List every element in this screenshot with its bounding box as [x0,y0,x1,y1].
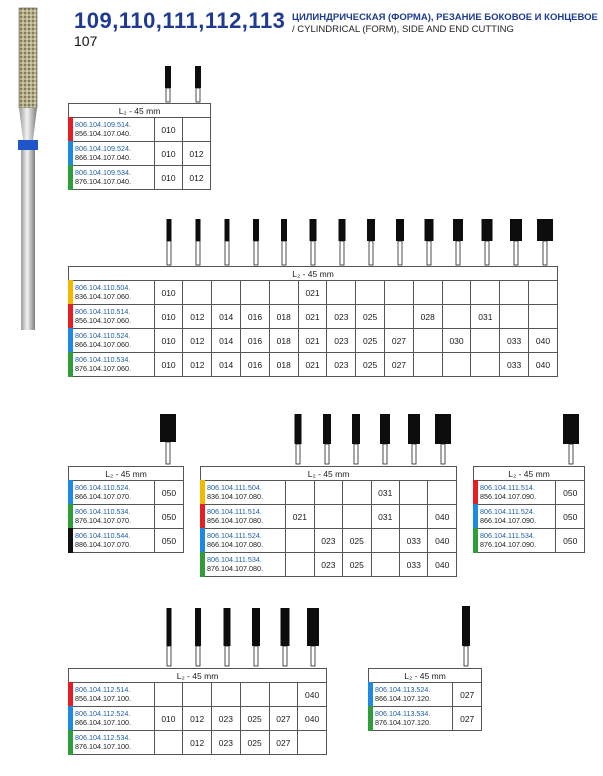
table-header-length: L₂ - 45 mm [201,467,457,481]
table-111 [200,466,457,577]
diameter-cell: 010 [154,305,183,329]
table-header-length: L₂ - 45 mm [69,267,558,281]
table-112 [68,668,327,755]
bur-icon [453,219,463,265]
diameter-cell: 030 [442,329,471,353]
bur-icon [252,608,260,666]
diameter-cell [183,683,212,707]
diameter-cell: 023 [327,305,356,329]
catalog-code-primary: 806.104.110.524. [75,331,131,341]
catalog-code-cell [69,707,155,731]
catalog-code-primary: 806.104.110.534. [75,507,131,517]
diameter-cell [500,281,529,305]
catalog-code-primary: 806.104.110.504. [75,283,131,293]
diameter-cell [154,683,183,707]
diameter-cell: 025 [343,529,371,553]
grit-color-bar [68,504,73,529]
catalog-code-secondary: 866.104.107.080. [207,539,263,549]
catalog-code-cell [69,731,155,755]
diameter-cell [154,731,183,755]
bur-icon [323,414,331,464]
diameter-cell: 012 [183,353,212,377]
bur-icon [380,414,390,464]
bur-icon [195,608,201,666]
catalog-code-secondary: 876.104.107.060. [75,363,131,373]
diameter-cell: 050 [556,505,585,529]
table-row [69,529,184,553]
diameter-cell [371,529,399,553]
table-row [69,353,558,377]
diameter-cell [356,281,385,305]
table-header-length: L₂ - 45 mm [369,669,482,683]
diameter-cell: 050 [556,481,585,505]
bur-icon [510,219,522,265]
diameter-cell [529,281,558,305]
bur-icon [165,66,171,102]
diameter-cell: 021 [298,353,327,377]
catalog-code-cell [201,553,286,577]
diameter-cell: 010 [155,166,183,190]
catalog-code-primary: 806.104.111.504. [207,483,262,493]
bur-icon [160,414,176,464]
grit-color-bar [200,504,205,529]
grit-color-bar [68,165,73,190]
diameter-cell: 023 [212,731,241,755]
grit-color-bar [473,480,478,505]
grit-color-bar [68,528,73,553]
catalog-code-primary: 806.104.110.514. [75,307,131,317]
diameter-cell: 010 [154,707,183,731]
diameter-cell: 021 [286,505,314,529]
diameter-cell: 025 [356,353,385,377]
bur-icon [295,414,302,464]
diameter-cell: 027 [385,353,414,377]
diameter-cell: 025 [343,553,371,577]
diameter-cell: 023 [314,553,342,577]
grit-color-bar [200,552,205,577]
diameter-cell: 025 [240,731,269,755]
diameter-cell: 040 [529,329,558,353]
diameter-cell: 040 [428,553,457,577]
diameter-cell [327,281,356,305]
diameter-cell [269,281,298,305]
diameter-cell: 010 [155,118,183,142]
diameter-cell: 010 [154,281,183,305]
table-row [369,707,482,731]
bur-icon [339,219,346,265]
diameter-cell: 040 [428,529,457,553]
diameter-cell [343,505,371,529]
bur-icon [196,219,201,265]
diameter-cell: 012 [183,166,211,190]
catalog-code-primary: 806.104.109.524. [75,144,131,154]
catalog-code-secondary: 866.104.107.090. [480,515,536,525]
catalog-code-primary: 806.104.109.514. [75,120,131,130]
diameter-cell: 040 [298,707,327,731]
diameter-cell: 031 [471,305,500,329]
catalog-code-cell [474,529,556,553]
diameter-cell: 023 [212,707,241,731]
diameter-cell: 012 [183,329,212,353]
catalog-code-cell [201,529,286,553]
bur-icon [396,219,404,265]
catalog-code-secondary: 856.104.107.100. [75,693,131,703]
bur-icon [281,608,290,666]
catalog-code-primary: 806.104.112.534. [75,733,131,743]
table-row [69,683,327,707]
catalog-code-cell [369,683,453,707]
bur-icon [195,66,201,102]
diameter-cell: 027 [453,707,482,731]
catalog-code-primary: 806.104.111.524. [480,507,535,517]
diameter-cell [500,305,529,329]
diameter-cell: 040 [428,505,457,529]
grit-color-bar [473,504,478,529]
table-row [69,505,184,529]
diameter-cell: 033 [500,329,529,353]
diameter-cell: 018 [269,329,298,353]
catalog-code-cell [69,529,155,553]
grit-color-bar [200,528,205,553]
diameter-cell: 023 [314,529,342,553]
diameter-cell: 050 [155,505,184,529]
table-row [69,481,184,505]
grit-color-bar [68,706,73,731]
bur-icon [435,414,451,464]
diameter-cell: 031 [371,481,399,505]
diameter-cell [371,553,399,577]
diameter-cell: 027 [453,683,482,707]
diameter-cell [314,505,342,529]
table-header-length: L₂ - 45 mm [69,467,184,481]
catalog-code-cell [201,505,286,529]
grit-color-bar [68,682,73,707]
table-row [474,529,585,553]
table-header-length: L₂ - 45 mm [69,669,327,683]
title-english: / CYLINDRICAL (FORM), SIDE AND END CUTTING [292,24,514,35]
table-row [69,731,327,755]
bur-icon [281,219,287,265]
catalog-code-cell [69,305,155,329]
catalog-code-secondary: 856.104.107.060. [75,315,131,325]
series-numbers: 109,110,111,112,113 [74,8,286,33]
diameter-cell [269,683,298,707]
diameter-cell [183,281,212,305]
catalog-code-secondary: 866.104.107.070. [75,491,131,501]
catalog-code-secondary: 876.104.107.070. [75,515,131,525]
bur-icon [224,608,231,666]
catalog-code-primary: 806.104.111.514. [480,483,535,493]
catalog-code-primary: 806.104.110.544. [75,531,131,541]
diameter-cell [212,281,241,305]
diameter-cell [343,481,371,505]
diameter-cell [400,505,428,529]
diameter-cell [286,529,314,553]
catalog-code-cell [69,281,155,305]
bur-icon [310,219,317,265]
diameter-cell: 010 [154,353,183,377]
diameter-cell: 016 [241,305,270,329]
catalog-code-secondary: 876.104.107.080. [207,563,263,573]
diameter-cell [385,305,414,329]
diameter-cell: 027 [269,731,298,755]
catalog-code-primary: 806.104.111.514. [207,507,262,517]
diameter-cell: 050 [556,529,585,553]
table-row [201,553,457,577]
table-row [69,142,211,166]
diameter-cell: 014 [212,329,241,353]
catalog-code-cell [369,707,453,731]
catalog-code-secondary: 856.104.107.040. [75,128,131,138]
table-row [369,683,482,707]
table-row [69,305,558,329]
table-header-length: L₂ - 45 mm [69,104,211,118]
bur-icon [167,608,172,666]
bur-icon [482,219,493,265]
grit-color-bar [68,280,73,305]
table-row [69,329,558,353]
bur-icon [307,608,319,666]
table-row [69,281,558,305]
table-row [69,707,327,731]
diameter-cell: 050 [155,529,184,553]
table-113 [368,668,482,731]
catalog-code-primary: 806.104.113.534. [375,709,431,719]
catalog-code-cell [69,683,155,707]
diameter-cell [442,353,471,377]
diameter-cell: 027 [385,329,414,353]
table-row [69,118,211,142]
diameter-cell: 025 [240,707,269,731]
catalog-code-cell [69,166,155,190]
diameter-cell [298,731,327,755]
diameter-cell [286,481,314,505]
table-109 [68,103,211,190]
diameter-cell: 018 [269,305,298,329]
diameter-cell: 025 [356,305,385,329]
diameter-cell [413,353,442,377]
diameter-cell: 027 [269,707,298,731]
diameter-cell: 023 [327,353,356,377]
grit-color-bar [68,730,73,755]
catalog-code-primary: 806.104.112.524. [75,709,131,719]
catalog-code-cell [69,142,155,166]
catalog-code-secondary: 856.104.107.080. [207,515,263,525]
diameter-cell: 033 [500,353,529,377]
catalog-code-primary: 806.104.111.534. [207,555,262,565]
diameter-cell: 033 [400,553,428,577]
table-111-large [473,466,585,553]
bur-icon [167,219,172,265]
diameter-cell: 033 [400,529,428,553]
grit-color-bar [68,141,73,166]
catalog-code-cell [201,481,286,505]
diameter-cell [183,118,211,142]
diameter-cell: 023 [327,329,356,353]
diameter-cell: 025 [356,329,385,353]
diameter-cell: 016 [241,329,270,353]
diameter-cell: 031 [371,505,399,529]
table-row [69,166,211,190]
bur-icon [408,414,420,464]
table-row [201,481,457,505]
diameter-cell [529,305,558,329]
diameter-cell: 028 [413,305,442,329]
diameter-cell [413,281,442,305]
diameter-cell: 021 [298,329,327,353]
bur-icon [225,219,230,265]
grit-color-bar [473,528,478,553]
diameter-cell [471,329,500,353]
catalog-code-secondary: 866.104.107.100. [75,717,131,727]
diameter-cell: 010 [155,142,183,166]
diameter-cell [240,683,269,707]
diameter-cell: 050 [155,481,184,505]
catalog-code-secondary: 876.104.107.040. [75,176,131,186]
catalog-code-secondary: 866.104.107.060. [75,339,131,349]
diameter-cell: 018 [269,353,298,377]
diameter-cell [471,281,500,305]
grit-color-bar [68,117,73,142]
table-header-length: L₂ - 45 mm [474,467,585,481]
diameter-cell [241,281,270,305]
catalog-code-secondary: 876.104.107.090. [480,539,536,549]
catalog-code-cell [474,481,556,505]
diameter-cell [400,481,428,505]
grit-color-bar [368,706,373,731]
diameter-cell [413,329,442,353]
catalog-code-cell [69,481,155,505]
diameter-cell [385,281,414,305]
grit-color-bar [68,480,73,505]
bur-icon [425,219,434,265]
table-110-large [68,466,184,553]
title-russian: ЦИЛИНДРИЧЕСКАЯ (ФОРМА), РЕЗАНИЕ БОКОВОЕ И КОНЦЕВОЕ [292,12,598,23]
table-row [474,505,585,529]
diameter-cell: 012 [183,731,212,755]
table-row [474,481,585,505]
diameter-cell: 012 [183,707,212,731]
bur-icon [253,219,259,265]
diameter-cell [471,353,500,377]
catalog-code-secondary: 836.104.107.080. [207,491,263,501]
catalog-code-cell [69,353,155,377]
diameter-cell: 040 [529,353,558,377]
catalog-code-primary: 806.104.109.534. [75,168,131,178]
catalog-code-secondary: 876.104.107.120. [375,717,431,727]
bur-icon [563,414,579,464]
catalog-code-primary: 806.104.113.524. [375,685,431,695]
catalog-code-secondary: 876.104.107.100. [75,741,131,751]
diameter-cell: 012 [183,305,212,329]
catalog-code-secondary: 836.104.107.060. [75,291,131,301]
diameter-cell [442,305,471,329]
catalog-code-primary: 806.104.111.524. [207,531,262,541]
bur-icon [352,414,360,464]
series-subnumber: 107 [74,33,98,49]
catalog-code-cell [69,505,155,529]
catalog-code-primary: 806.104.112.514. [75,685,131,695]
diameter-cell: 021 [298,281,327,305]
catalog-code-secondary: 866.104.107.040. [75,152,131,162]
catalog-code-primary: 806.104.110.534. [75,355,131,365]
catalog-code-cell [69,329,155,353]
diameter-cell: 012 [183,142,211,166]
catalog-code-cell [474,505,556,529]
diameter-cell [212,683,241,707]
catalog-code-secondary: 886.104.107.070. [75,539,131,549]
diameter-cell: 014 [212,305,241,329]
diameter-cell [442,281,471,305]
diameter-cell: 016 [241,353,270,377]
grit-color-bar [68,304,73,329]
grit-color-bar [368,682,373,707]
bur-icon [462,606,470,666]
table-110 [68,266,558,377]
catalog-code-primary: 806.104.110.524. [75,483,131,493]
diameter-cell [428,481,457,505]
grit-color-bar [68,328,73,353]
table-row [201,529,457,553]
catalog-code-secondary: 856.104.107.090. [480,491,536,501]
table-row [201,505,457,529]
diameter-cell [286,553,314,577]
grit-color-bar [68,352,73,377]
diameter-cell: 010 [154,329,183,353]
diameter-cell: 040 [298,683,327,707]
grit-color-bar [200,480,205,505]
catalog-code-secondary: 866.104.107.120. [375,693,431,703]
bur-icon [367,219,375,265]
diameter-cell [314,481,342,505]
bur-icon [537,219,553,265]
diameter-cell: 014 [212,353,241,377]
catalog-code-primary: 806.104.111.534. [480,531,535,541]
diameter-cell: 021 [298,305,327,329]
catalog-code-cell [69,118,155,142]
bur-illustration [0,0,60,330]
